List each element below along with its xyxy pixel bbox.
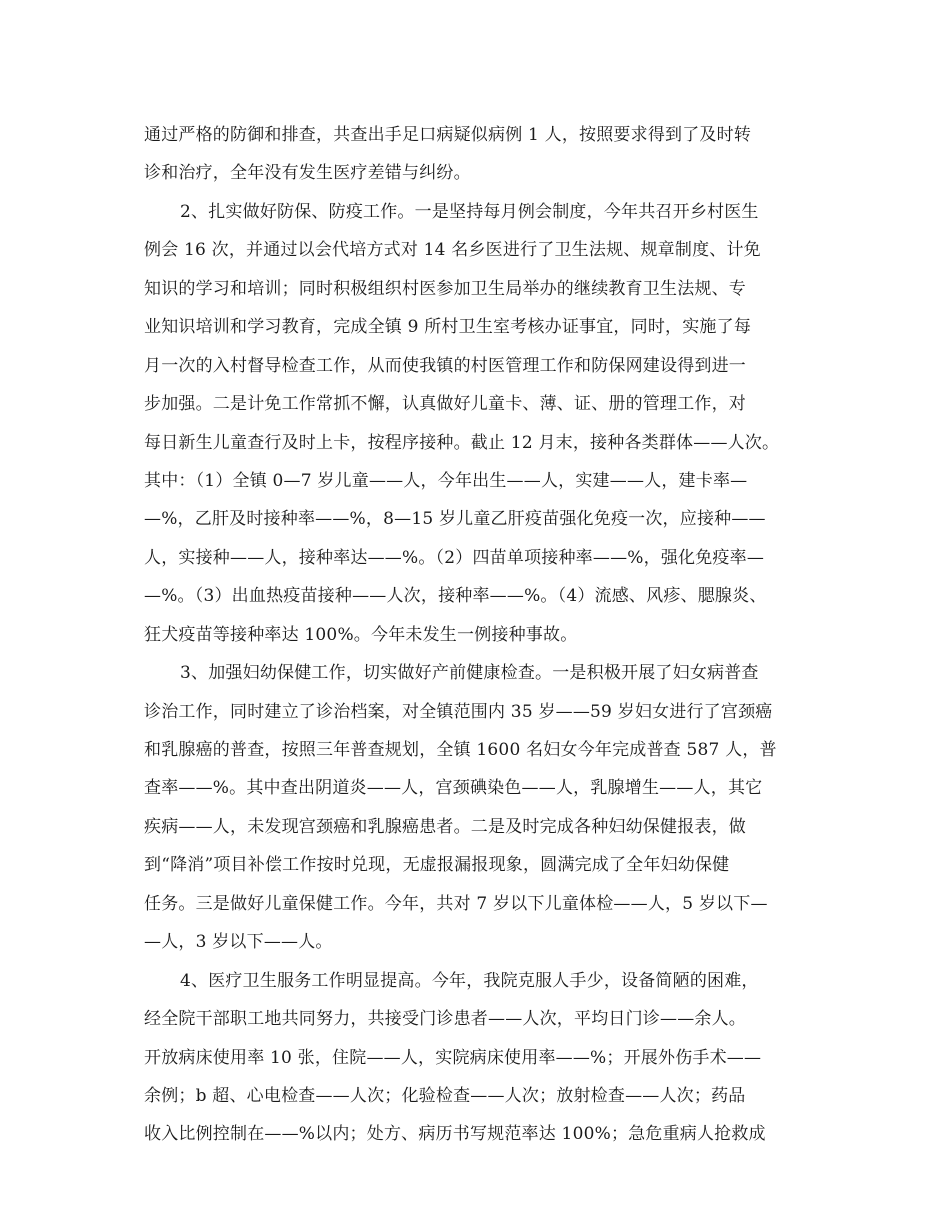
text-line: 诊治工作，同时建立了诊治档案，对全镇范围内 35 岁——59 岁妇女进行了宫颈癌 <box>144 701 773 722</box>
text-line: 狂犬疫苗等接种率达 100%。今年未发生一例接种事故。 <box>144 624 578 645</box>
text-line: 到“降消”项目补偿工作按时兑现，无虚报漏报现象，圆满完成了全年妇幼保健 <box>144 855 730 876</box>
text-line: 诊和治疗，全年没有发生医疗差错与纠纷。 <box>144 163 471 184</box>
text-line: 任务。三是做好儿童保健工作。今年，共对 7 岁以下儿童体检——人，5 岁以下— <box>144 893 768 914</box>
text-line: 余例；b 超、心电检查——人次；化验检查——人次；放射检查——人次；药品 <box>144 1085 746 1106</box>
text-line: 步加强。二是计免工作常抓不懈，认真做好儿童卡、薄、证、册的管理工作，对 <box>144 394 746 415</box>
text-line: 2、扎实做好防保、防疫工作。一是坚持每月例会制度，今年共召开乡村医生 <box>180 201 759 222</box>
text-line: —%。（3）出血热疫苗接种——人次，接种率——%。（4）流感、风疹、腮腺炎、 <box>144 586 767 607</box>
text-line: 疾病——人，未发现宫颈癌和乳腺癌患者。二是及时完成各种妇幼保健报表，做 <box>144 816 746 837</box>
text-line: 其中：（1）全镇 0—7 岁儿童——人，今年出生——人，实建——人，建卡率— <box>144 470 748 491</box>
text-line: 经全院干部职工地共同努力，共接受门诊患者——人次，平均日门诊——余人。 <box>144 1009 746 1030</box>
text-line: 3、加强妇幼保健工作，切实做好产前健康检查。一是积极开展了妇女病普查 <box>180 663 759 684</box>
text-line: 知识的学习和培训；同时积极组织村医参加卫生局举办的继续教育卫生法规、专 <box>144 278 746 299</box>
text-line: 人，实接种——人，接种率达——%。（2）四苗单项接种率——%，强化免疫率— <box>144 547 765 568</box>
text-line: 开放病床使用率 10 张，住院——人，实院病床使用率——%；开展外伤手术—— <box>144 1047 762 1068</box>
text-line: 月一次的入村督导检查工作，从而使我镇的村医管理工作和防保网建设得到进一 <box>144 355 746 376</box>
text-line: 例会 16 次，并通过以会代培方式对 14 名乡医进行了卫生法规、规章制度、计免 <box>144 240 761 261</box>
document-body <box>144 116 824 1154</box>
text-line: 和乳腺癌的普查，按照三年普查规划，全镇 1600 名妇女今年完成普查 587 人，普 <box>144 740 777 760</box>
text-line: 收入比例控制在——%以内；处方、病历书写规范率达 100%；急危重病人抢救成 <box>144 1124 766 1145</box>
text-line: 查率——%。其中查出阴道炎——人，宫颈碘染色——人，乳腺增生——人，其它 <box>144 778 763 799</box>
text-line: 业知识培训和学习教育，完成全镇 9 所村卫生室考核办证事宜，同时，实施了每 <box>144 317 752 338</box>
text-line: —%，乙肝及时接种率——%，8—15 岁儿童乙肝疫苗强化免疫一次，应接种—— <box>144 509 766 530</box>
text-line: 4、医疗卫生服务工作明显提高。今年，我院克服人手少，设备简陋的困难， <box>180 970 759 991</box>
text-line: 每日新生儿童查行及时上卡，按程序接种。截止 12 月末，接种各类群体——人次。 <box>144 432 780 453</box>
text-line: 通过严格的防御和排查，共查出手足口病疑似病例 1 人，按照要求得到了及时转 <box>144 125 752 145</box>
text-line: —人，3 岁以下——人。 <box>144 932 333 953</box>
